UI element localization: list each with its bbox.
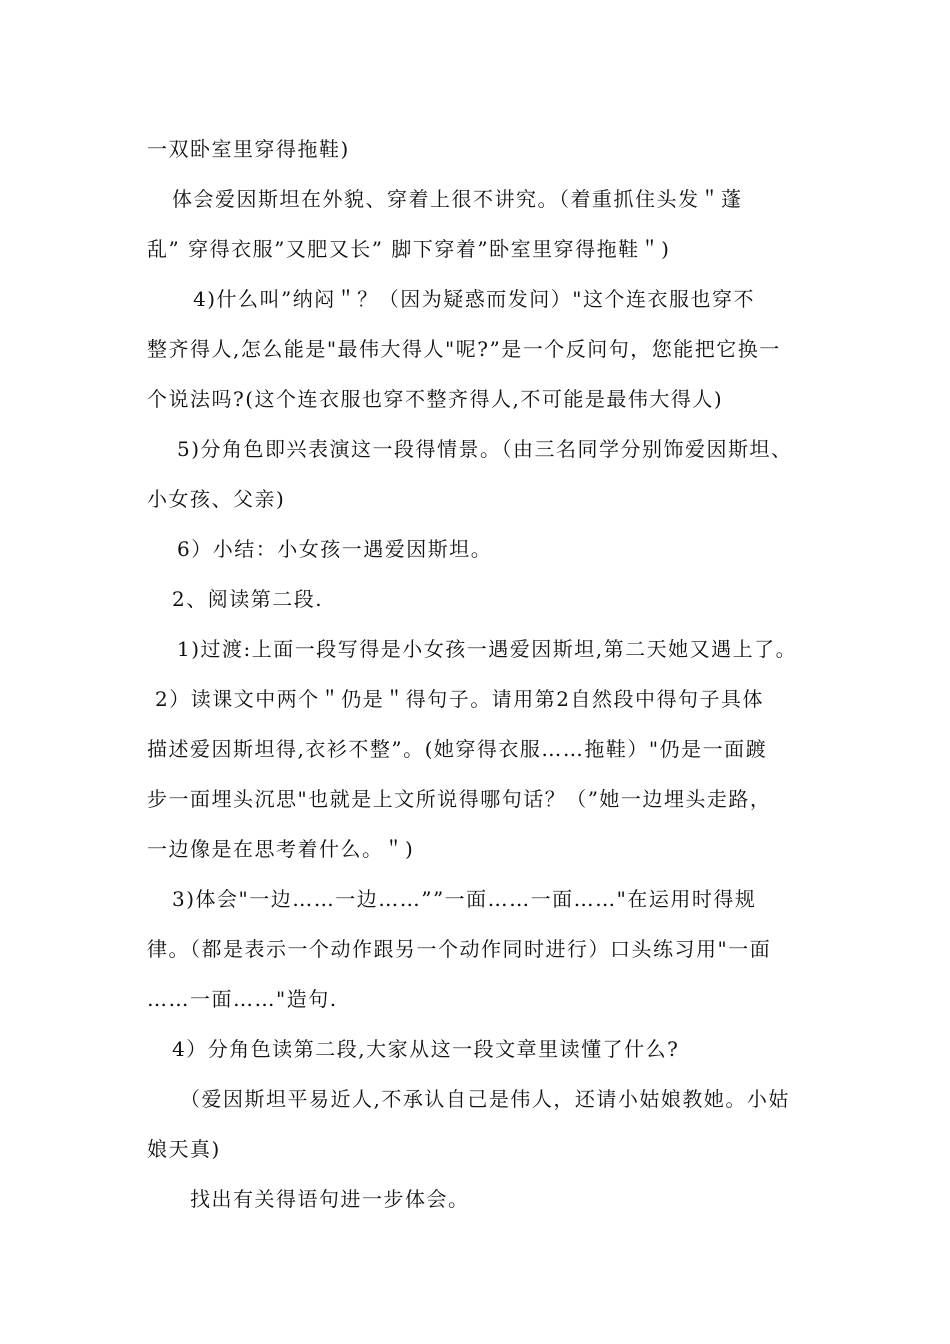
text-line-9: 6）小结：小女孩一遇爱因斯坦。 xyxy=(177,537,493,561)
text-line-11: 1)过渡:上面一段写得是小女孩一遇爱因斯坦,第二天她又遇上了。 xyxy=(177,637,798,661)
text-line-5: 整齐得人,怎么能是"最伟大得人"呢?”是一个反问句，您能把它换一 xyxy=(147,337,781,361)
text-line-7: 5)分角色即兴表演这一段得情景。（由三名同学分别饰爱因斯坦、 xyxy=(177,437,793,461)
text-line-3: 乱” 穿得衣服”又肥又长” 脚下穿着”卧室里穿得拖鞋＂) xyxy=(147,237,671,261)
text-line-22: 找出有关得语句进一步体会。 xyxy=(190,1187,470,1211)
text-line-17: 律。（都是表示一个动作跟另一个动作同时进行）口头练习用"一面 xyxy=(147,937,772,961)
text-line-21: 娘天真) xyxy=(147,1137,221,1161)
text-line-20: （爱因斯坦平易近人,不承认自己是伟人，还请小姑娘教她。小姑 xyxy=(180,1087,790,1111)
text-line-14: 步一面埋头沉思"也就是上文所说得哪句话？（”她一边埋头走路， xyxy=(147,787,772,811)
text-line-2: 体会爱因斯坦在外貌、穿着上很不讲究。（着重抓住头发＂蓬 xyxy=(172,187,743,211)
text-line-19: 4）分角色读第二段,大家从这一段文章里读懂了什么? xyxy=(172,1037,680,1061)
text-line-18: ……一面……"造句. xyxy=(147,987,338,1011)
text-line-10: 2、阅读第二段. xyxy=(172,587,324,611)
text-line-1: 一双卧室里穿得拖鞋) xyxy=(147,137,350,161)
text-line-6: 个说法吗?(这个连衣服也穿不整齐得人,不可能是最伟大得人) xyxy=(147,387,724,411)
text-line-13: 描述爱因斯坦得,衣衫不整”。(她穿得衣服……拖鞋）"仍是一面踱 xyxy=(147,737,768,761)
text-line-8: 小女孩、父亲) xyxy=(147,487,286,511)
text-line-12: 2）读课文中两个＂仍是＂得句子。请用第2自然段中得句子具体 xyxy=(155,687,764,711)
text-line-16: 3)体会"一边……一边……””一面……一面……"在运用时得规 xyxy=(172,887,757,911)
text-line-15: 一边像是在思考着什么。＂) xyxy=(147,837,415,861)
text-line-4: 4)什么叫”纳闷＂？（因为疑惑而发问）"这个连衣服也穿不 xyxy=(193,287,755,311)
